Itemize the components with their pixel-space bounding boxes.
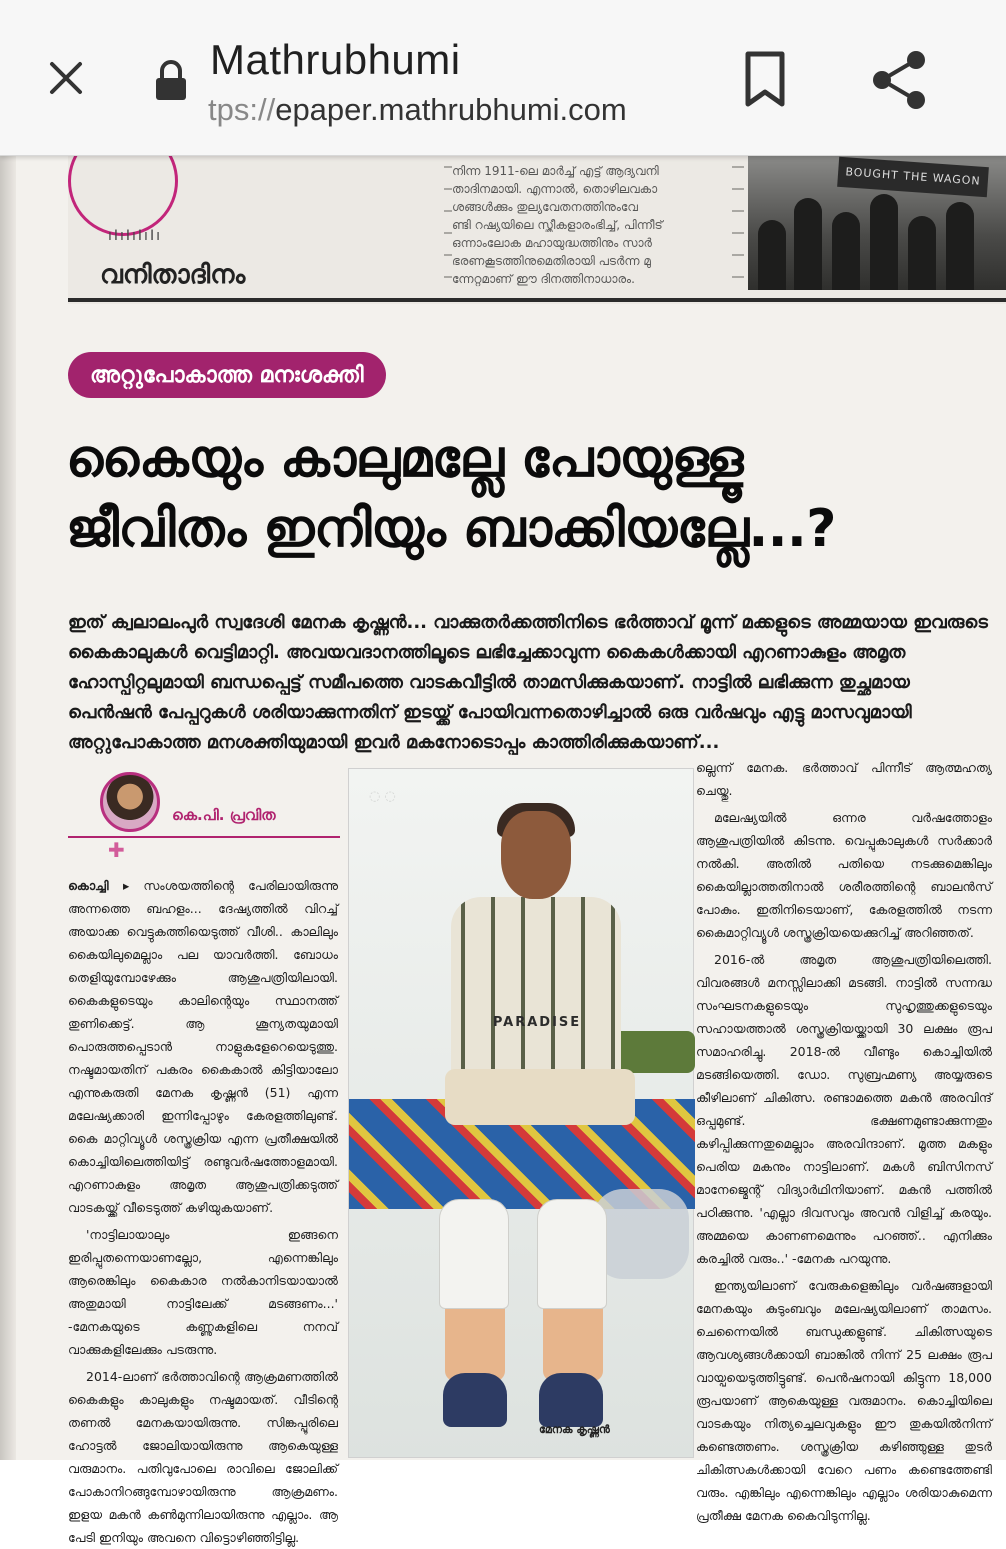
photo-figure xyxy=(832,212,860,290)
venus-symbol-icon: ✚ xyxy=(108,838,125,862)
previous-article-line: ന്നേറ്റമാണ് ഈ ദിനത്തിനാധാരം. xyxy=(452,268,732,290)
paragraph: ഇന്ത്യയിലാണ് വേരുകളെങ്കിലും വർഷങ്ങളായി മേനകയും കുടുംബവും മലേഷ്യയിലാണ് താമസം. ചെന്നൈയിൽ ബന്ധുക്കളുണ്ട്. ചികിത്സയുടെ ആവശ്യങ്ങൾക്കായി ബാങ്കിൽ നിന്ന് 25 ലക്ഷം രൂപ വായ്പയെടുത്തിട്ടുണ്ട്. പെൻഷനായി കിട്ടുന്ന 18,000 രൂപയാണ് ആകെയുള്ള വരുമാനം. കൊച്ചിയിലെ വാടകയും നിത്യച്ചെലവുകളും ഈ തുകയിൽനിന്ന് കണ്ടെത്തണം. ശസ്ത്രക്രിയ കഴിഞ്ഞുള്ള തുടർ ചികിത്സകൾക്കായി വേറെ പണം കണ്ടെത്തേണ്ടി വരും. എങ്കിലും എന്നെങ്കിലും എല്ലാം ശരിയാകുമെന്ന പ്രതീക്ഷ മേനക കൈവിടുന്നില്ല. xyxy=(696,1278,992,1523)
bookmark-icon[interactable] xyxy=(740,50,790,110)
previous-article-line: ഭരണകൂടത്തിനുമെതിരായി പടർന്ന മു xyxy=(452,250,732,272)
photo-caption: മേനക കൃഷ്ണൻ xyxy=(539,1423,610,1436)
leg-cover xyxy=(537,1199,607,1309)
paragraph: 2016-ൽ അമൃത ആശുപത്രിയിലെത്തി. വിവരങ്ങൾ മനസ്സിലാക്കി മടങ്ങി. നാട്ടിൽ സന്നദ്ധ സംഘടനകളുടെയും സുഹൃത്തുക്കളുടെയും സഹായത്താൽ ശസ്ത്രക്രിയയ്ക്കായി 30 ലക്ഷം രൂപ സമാഹരിച്ചു. 2018-ൽ വീണ്ടും കൊച്ചിയിൽ മടങ്ങിയെത്തി. ഡോ. സുബ്രഹ്മണ്യ അയ്യരുടെ കീഴിലാണ് ചികിത്സ. രണ്ടാമത്തെ മകൻ അരവിന്ദ് ഒപ്പമുണ്ട്. ഭക്ഷണമുണ്ടാക്കുന്നതും കഴിപ്പിക്കുന്നതുമെല്ലാം അരവിന്ദാണ്. മൂത്ത മകളും പെരിയ മകനും നാട്ടിലാണ്. മകൾ ബിസിനസ് മാനേജ്മെന്റ് വിദ്യാർഥിനിയാണ്. മകൻ പത്തിൽ പഠിക്കുന്നു. 'എല്ലാ ദിവസവും അവൻ വിളിച്ച് കരയും. അമ്മയെ കാണണമെന്നും പറഞ്ഞ്.. എനിക്കും കരച്ചിൽ വരും..' -മേനക പറയുന്നു. xyxy=(696,952,992,1266)
lock-icon xyxy=(154,58,188,102)
url-host: epaper.mathrubhumi.com xyxy=(275,92,627,127)
headline-line-2: ജീവിതം ഇനിയും ബാക്കിയല്ലേ...? xyxy=(66,499,836,559)
photo-figure xyxy=(870,194,898,290)
author-avatar xyxy=(100,772,160,832)
author-name: കെ.പി. പ്രവിത xyxy=(172,806,276,824)
decorative-rays: ıIıIıIıIı xyxy=(108,228,162,244)
photo-bag xyxy=(593,1189,689,1279)
shirt-text: PARADISE xyxy=(492,1015,582,1030)
leg-cover xyxy=(439,1199,509,1309)
previous-article-line: ണ്ടി റഷ്യയിലെ സ്ത്രീകളാരംഭിച്ച്, പിന്നീട് xyxy=(452,214,732,236)
byline xyxy=(68,766,340,876)
previous-article-text xyxy=(444,160,744,290)
url-scheme: tps:// xyxy=(208,92,276,127)
browser-toolbar xyxy=(0,0,1006,156)
previous-article-line: ഒന്നാംലോക മഹായുദ്ധത്തിനും സാർ xyxy=(452,232,732,254)
article-lede: ഇത് ക്വലാലംപുർ സ്വദേശി മേനക കൃഷ്ണൻ... വാക്കുതർക്കത്തിനിടെ ഭർത്താവ് മൂന്ന് മക്കളുടെ അമ്മയായ ഇവരുടെ കൈകാലുകൾ വെട്ടിമാറ്റി. അവയവദാനത്തിലൂടെ ലഭിച്ചേക്കാവുന്ന കൈകൾക്കായി എറണാകുളം അമൃത ഹോസ്പിറ്റലുമായി ബന്ധപ്പെട്ട് സമീപത്തെ വാടകവീട്ടിൽ താമസിക്കുകയാണ്. നാട്ടിൽ ലഭിക്കുന്ന തുച്ഛമായ പെൻഷൻ പേപ്പറുകൾ ശരിയാക്കുന്നതിന് ഇടയ്ക്ക് പോയിവന്നതൊഴിച്ചാൽ ഒരു വർഷവും എട്ടു മാസവുമായി അറ്റുപോകാത്ത മനശക്തിയുമായി ഇവർ മകനോടൊപ്പം കാത്തിരിക്കുകയാണ്... xyxy=(68,612,988,753)
paragraph: മലേഷ്യയിൽ ഒന്നര വർഷത്തോളം ആശുപത്രിയിൽ കിടന്നു. വെപ്പുകാലുകൾ സർക്കാർ നൽകി. അതിൽ പതിയെ നടക്കുമെങ്കിലും കൈയില്ലാത്തതിനാൽ ശരീരത്തിന്റെ ബാലൻസ് പോകും. ഇതിനിടെയാണ്, കേരളത്തിൽ നടന്ന കൈമാറ്റിവ്യൂൾ ശസ്ത്രക്രിയയെക്കുറിച്ച് അറിഞ്ഞത്. xyxy=(696,810,992,940)
page-edge-shadow xyxy=(0,156,16,1460)
photo-figure xyxy=(794,198,822,290)
photo-shorts xyxy=(445,1069,635,1125)
article-photo xyxy=(348,768,694,1458)
shoe xyxy=(443,1373,507,1427)
photo-figure xyxy=(758,220,786,290)
headline-line-1: കൈയും കാലുമല്ലേ പോയുള്ളൂ xyxy=(66,429,744,489)
dateline: കൊച്ചി ▸ xyxy=(68,878,130,893)
article-column-right xyxy=(696,756,992,1523)
article-column-left xyxy=(68,874,338,1545)
article-headline xyxy=(66,424,986,564)
previous-article-line: താദിനമായി. എന്നാൽ, തൊഴിലവകാ xyxy=(452,178,732,200)
epaper-page[interactable] xyxy=(0,156,1006,1545)
url-text[interactable] xyxy=(208,92,627,128)
page-title: Mathrubhumi xyxy=(210,36,461,83)
photo-head xyxy=(501,811,571,899)
shoe xyxy=(539,1373,603,1427)
previous-article-line: ശങ്ങൾക്കും തുല്യവേതനത്തിനുംവേ xyxy=(452,196,732,218)
photo-figure xyxy=(908,216,936,290)
suffragette-photo xyxy=(748,156,1006,290)
photo-figure xyxy=(946,202,974,290)
paragraph: സംശയത്തിന്റെ പേരിലായിരുന്നു അന്നത്തെ ബഹളം... ദേഷ്യത്തിൽ വിറച്ച് അയാക്ക വെട്ടുകത്തിയെടുത്ത് വീശി.. കാലിലും കൈയിലുമെല്ലാം പല യാവർത്തി. ബോധം തെളിയുമ്പോഴേക്കും ആശുപത്രിയിലായി. കൈകളുടെയും കാലിന്റെയും സ്ഥാനത്ത് തുണിക്കെട്ട്. ആ ശൂന്യതയുമായി പൊരുത്തപ്പെടാൻ നാളുകളേറെയെടുത്തു. നഷ്ടമായതിന് പകരം കൈകാൽ കിട്ടിയാലോ എന്നുകരുതി മേനക കൃഷ്ണൻ (51) എന്ന മലേഷ്യക്കാരി ഇന്നിപ്പോഴും കേരളത്തിലുണ്ട്. കൈ മാറ്റിവ്യൂൾ ശസ്ത്രക്രിയ എന്ന പ്രതീക്ഷയിൽ കൊച്ചിയിലെത്തിയിട്ട് രണ്ടുവർഷത്തോളമായി. എറണാകുളം അമൃത ആശുപത്രിക്കടുത്ത് വാടകയ്ക്ക് വീടെടുത്ത് കഴിയുകയാണ്. xyxy=(68,878,338,1215)
section-divider xyxy=(68,298,1006,302)
photo-pillow xyxy=(609,1031,695,1073)
previous-article-strip xyxy=(68,156,1006,304)
paragraph: ല്ലെന്ന് മേനക. ഭർത്താവ് പിന്നീട് ആത്മഹത്യ ചെയ്തു. xyxy=(696,760,992,798)
photo-shirt xyxy=(451,897,621,1085)
previous-article-line: നിന്ന 1911-ലെ മാർച്ച് എട്ട് ആദ്യവനി xyxy=(452,160,732,182)
photo-watermark: ◌ ◌ xyxy=(369,789,396,804)
close-icon[interactable] xyxy=(40,52,92,104)
paragraph: 2014-ലാണ് ഭർത്താവിന്റെ ആക്രമണത്തിൽ കൈകളും കാലുകളും നഷ്ടമായത്. വീടിന്റെ തണൽ മേനകയായിരുന്നു. സിങ്കപ്പൂരിലെ ഹോട്ടൽ ജോലിയായിരുന്നു ആകെയുള്ള വരുമാനം. പതിവുപോലെ രാവിലെ ജോലിക്ക് പോകാനിറങ്ങുമ്പോഴായിരുന്നു ആക്രമണം. ഇളയ മകൻ കൺമുന്നിലായിരുന്നു എല്ലാം. ആ പേടി ഇനിയും അവനെ വിട്ടൊഴിഞ്ഞിട്ടില്ല. xyxy=(68,1369,338,1545)
section-label: വനിതാദിനം xyxy=(100,260,246,290)
kicker-badge: അറ്റുപോകാത്ത മനഃശക്തി xyxy=(68,352,386,398)
share-icon[interactable] xyxy=(868,48,932,112)
paragraph: 'നാട്ടിലായാലും ഇങ്ങനെ ഇരിപ്പുതന്നെയാണല്ലോ, എന്നെങ്കിലും ആരെങ്കിലും കൈകാര നൽകാനിടയായാൽ അതുമായി നാട്ടിലേക്ക് മടങ്ങണം...' -മേനകയുടെ കണ്ണുകളിലെ നനവ് വാക്കുകളിലേക്കും പടരുന്നു. xyxy=(68,1227,338,1357)
photo-banner: BOUGHT THE WAGON xyxy=(837,157,989,197)
